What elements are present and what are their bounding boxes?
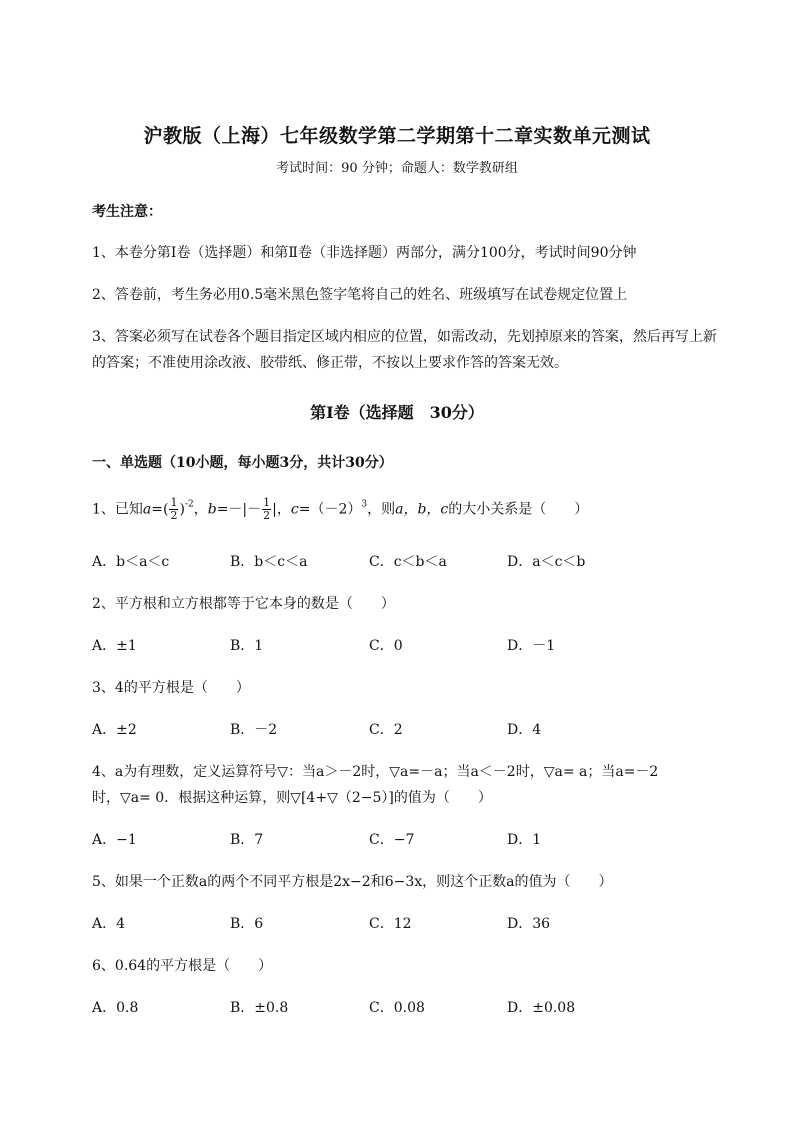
q4-option-c: C．−7 [369, 832, 415, 848]
q2-option-b: B．1 [230, 638, 264, 654]
question-4-stem-line1: 4、a为有理数，定义运算符号▽：当a＞－2时，▽a=－a；当a＜－2时，▽a= a；当a=－2 [92, 764, 659, 780]
q1-option-c: C．c＜b＜a [369, 554, 447, 570]
q5-option-a: A．4 [92, 916, 126, 932]
q3-option-a: A．±2 [92, 722, 137, 738]
q2-option-a: A．±1 [92, 638, 137, 654]
q1-var-c: c [290, 501, 299, 518]
q1-option-d: D．a＜c＜b [507, 554, 586, 570]
question-4-stem-line2: 时，▽a= 0．根据这种运算，则▽[4+▽（2−5）]的值为（ ） [92, 790, 492, 806]
notice-item-3: 3、答案必须写在试卷各个题目指定区域内相应的位置，如需改动，先划掉原来的答案，然后再写上新 [92, 329, 717, 345]
q5-option-b: B．6 [230, 916, 264, 932]
question-5-stem: 5、如果一个正数a的两个不同平方根是2x−2和6−3x，则这个正数a的值为（ ） [92, 874, 613, 890]
question-1-stem [92, 497, 588, 522]
q1-bar: | [272, 501, 277, 518]
q1-fraction-b [262, 497, 271, 522]
q1-var-a: a [142, 501, 152, 518]
q1-close: ) [179, 501, 185, 518]
q5-option-d: D．36 [507, 916, 551, 932]
q1-var-b: b [207, 501, 217, 518]
q1-comma2: ， [276, 501, 291, 518]
q1-comma1: ， [193, 501, 208, 518]
q1-frac2-num: 1 [263, 496, 271, 509]
q6-option-d: D．±0.08 [507, 1000, 576, 1016]
q6-option-c: C．0.08 [369, 1000, 425, 1016]
q1-option-b: B．b＜c＜a [230, 554, 308, 570]
question-3-stem: 3、4的平方根是（ ） [92, 680, 250, 696]
section-title: 第Ⅰ卷（选择题 30分） [310, 403, 484, 422]
q4-option-d: D．1 [507, 832, 542, 848]
q3-option-d: D．4 [507, 722, 542, 738]
q1-rest: ，则 [367, 501, 396, 518]
q1-eq3: =（－2） [298, 501, 362, 518]
q4-option-a: A．−1 [92, 832, 137, 848]
notice-item-1: 1、本卷分第Ⅰ卷（选择题）和第Ⅱ卷（非选择题）两部分，满分100分，考试时间90分钟 [92, 245, 637, 261]
q1-frac-den: 2 [170, 509, 178, 522]
q1-option-a: A．b＜a＜c [92, 554, 170, 570]
question-2-stem: 2、平方根和立方根都等于它本身的数是（ ） [92, 596, 395, 612]
q5-option-c: C．12 [369, 916, 412, 932]
q3-option-c: C．2 [369, 722, 403, 738]
q1-exponent: -2 [184, 499, 194, 510]
notice-item-2: 2、答卷前，考生务必用0.5毫米黑色签字笔将自己的姓名、班级填写在试卷规定位置上 [92, 287, 628, 303]
q1-tail: 的大小关系是（ ） [448, 501, 589, 518]
q2-option-c: C．0 [369, 638, 403, 654]
q3-option-b: B．－2 [230, 722, 278, 738]
question-6-stem: 6、0.64的平方根是（ ） [92, 958, 273, 974]
q6-option-b: B．±0.8 [230, 1000, 289, 1016]
q1-fraction-a [169, 497, 178, 522]
notice-heading: 考生注意： [92, 204, 162, 220]
exam-subtitle: 考试时间：90 分钟；命题人：数学教研组 [276, 161, 518, 176]
q2-option-d: D．－1 [507, 638, 556, 654]
q1-vars: a，b，c [395, 501, 449, 518]
q1-frac2-den: 2 [263, 509, 271, 522]
q1-prefix: 1、已知 [92, 501, 143, 518]
exam-title: 沪教版（上海）七年级数学第二学期第十二章实数单元测试 [143, 125, 651, 147]
part-title: 一、单选题（10小题，每小题3分，共计30分） [92, 455, 393, 471]
q6-option-a: A．0.8 [92, 1000, 139, 1016]
q1-eq1: =( [151, 501, 169, 518]
q4-option-b: B．7 [230, 832, 264, 848]
notice-item-3-cont: 的答案；不准使用涂改液、胶带纸、修正带，不按以上要求作答的答案无效。 [92, 355, 568, 371]
q1-frac-num: 1 [170, 496, 178, 509]
q1-exponent-3: 3 [361, 499, 368, 510]
q1-eq2: =－|－ [216, 501, 262, 518]
